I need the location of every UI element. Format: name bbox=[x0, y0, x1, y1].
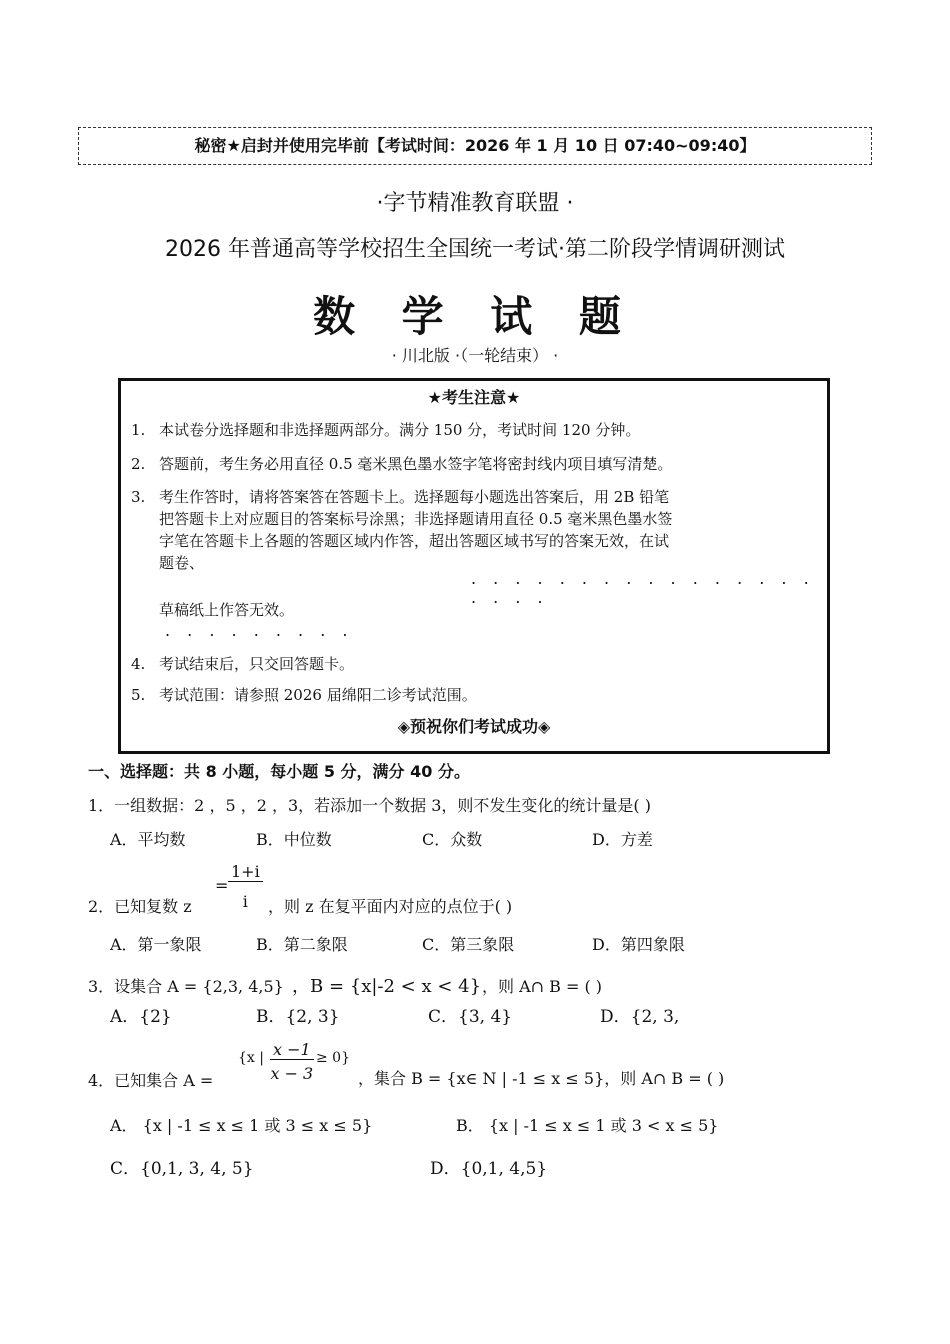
notice-text: 考试结束后，只交回答题卡。 bbox=[159, 655, 355, 673]
notice-text: 题卷、 bbox=[159, 554, 205, 572]
fraction-denominator: i bbox=[242, 892, 248, 911]
question-stem-rest: ，则 A∩ B = ( ) bbox=[482, 977, 603, 996]
notice-text: 草稿纸上作答无效。 bbox=[159, 601, 295, 619]
option-d: D．{2, 3, bbox=[600, 1007, 680, 1027]
option-a: A．{2} bbox=[110, 1007, 172, 1027]
option-c: C．{3, 4} bbox=[428, 1007, 513, 1027]
notice-text: 考生作答时，请将答案答在答题卡上。选择题每小题选出答案后，用 2B 铅笔 bbox=[159, 488, 670, 506]
notice-num: 5. bbox=[131, 686, 146, 704]
notice-text: 考试范围：请参照 2026 届绵阳二诊考试范围。 bbox=[159, 686, 477, 704]
option-a: A． {x | -1 ≤ x ≤ 1 或 3 ≤ x ≤ 5} bbox=[110, 1116, 373, 1135]
version-label: · 川北版 ·（一轮结束） · bbox=[391, 346, 559, 365]
fraction-numerator: x −1 bbox=[270, 1040, 314, 1060]
alliance-name: ·字节精准教育联盟 · bbox=[376, 191, 574, 216]
fraction bbox=[270, 1040, 314, 1083]
emphasis-dots: . . . . . . . . . . . . . . . . . . . . bbox=[471, 569, 815, 607]
option-a: A．第一象限 bbox=[110, 935, 202, 954]
fraction-denominator: x − 3 bbox=[270, 1064, 314, 1083]
option-b: B． {x | -1 ≤ x ≤ 1 或 3 < x ≤ 5} bbox=[456, 1116, 719, 1135]
subject-title: 数 学 试 题 bbox=[313, 292, 637, 341]
fraction bbox=[228, 862, 263, 911]
exam-time-banner: 秘密★启封并使用完毕前【考试时间：2026 年 1 月 10 日 07:40~09:40】 bbox=[78, 127, 872, 165]
option-b: B．中位数 bbox=[256, 830, 332, 849]
option-d: D．方差 bbox=[592, 830, 653, 849]
notice-text: 答题前，考生务必用直径 0.5 毫米黑色墨水签字笔将密封线内项目填写清楚。 bbox=[159, 455, 673, 473]
fraction-numerator: 1+i bbox=[228, 862, 263, 882]
option-b: B．{2, 3} bbox=[256, 1007, 340, 1027]
notice-num: 3. bbox=[131, 488, 146, 506]
question-stem-rest: ，集合 B = {x∈ N | -1 ≤ x ≤ 5}，则 A∩ B = ( ) bbox=[358, 1069, 725, 1088]
option-b: B．第二象限 bbox=[256, 935, 348, 954]
notice-num: 2. bbox=[131, 455, 146, 473]
exam-name: 2026 年普通高等学校招生全国统一考试·第二阶段学情调研测试 bbox=[165, 237, 785, 262]
emphasis-dots: . . . . . . . . . bbox=[165, 621, 354, 640]
option-c: C．{0,1, 3, 4, 5} bbox=[110, 1159, 254, 1179]
question-stem: 2．已知复数 z bbox=[88, 897, 192, 916]
section-heading: 一、选择题：共 8 小题，每小题 5 分，满分 40 分。 bbox=[88, 762, 470, 781]
set-a-right: ≥ 0} bbox=[316, 1050, 350, 1066]
notice-text: 本试卷分选择题和非选择题两部分。满分 150 分，考试时间 120 分钟。 bbox=[159, 421, 641, 439]
option-d: D．第四象限 bbox=[592, 935, 685, 954]
option-c: C．第三象限 bbox=[422, 935, 515, 954]
notice-box bbox=[118, 378, 830, 754]
equals-sign: = bbox=[215, 876, 229, 895]
option-a: A．平均数 bbox=[110, 830, 186, 849]
option-d: D．{0,1, 4,5} bbox=[430, 1159, 548, 1179]
option-c: C．众数 bbox=[422, 830, 483, 849]
good-luck-message: ◈预祝你们考试成功◈ bbox=[397, 717, 551, 736]
notice-num: 1. bbox=[131, 421, 146, 439]
set-a-left: {x | bbox=[238, 1050, 264, 1066]
question-stem: 4．已知集合 A = bbox=[88, 1071, 214, 1090]
question-stem: 1．一组数据：2 ，5 ，2 ，3，若添加一个数据 3，则不发生变化的统计量是( ) bbox=[88, 796, 651, 815]
question-stem: 3．设集合 A = {2,3, 4,5} bbox=[88, 977, 284, 996]
notice-text: 字笔在答题卡上各题的答题区域内作答，超出答题区域书写的答案无效，在试 bbox=[159, 532, 670, 550]
set-b: ，B = {x|-2 < x < 4} bbox=[292, 976, 482, 997]
notice-num: 4. bbox=[131, 655, 146, 673]
notice-text: 把答题卡上对应题目的答案标号涂黑；非选择题请用直径 0.5 毫米黑色墨水签 bbox=[159, 510, 673, 528]
notice-title: ★考生注意★ bbox=[427, 388, 521, 407]
question-stem-rest: ，则 z 在复平面内对应的点位于( ) bbox=[268, 897, 513, 916]
